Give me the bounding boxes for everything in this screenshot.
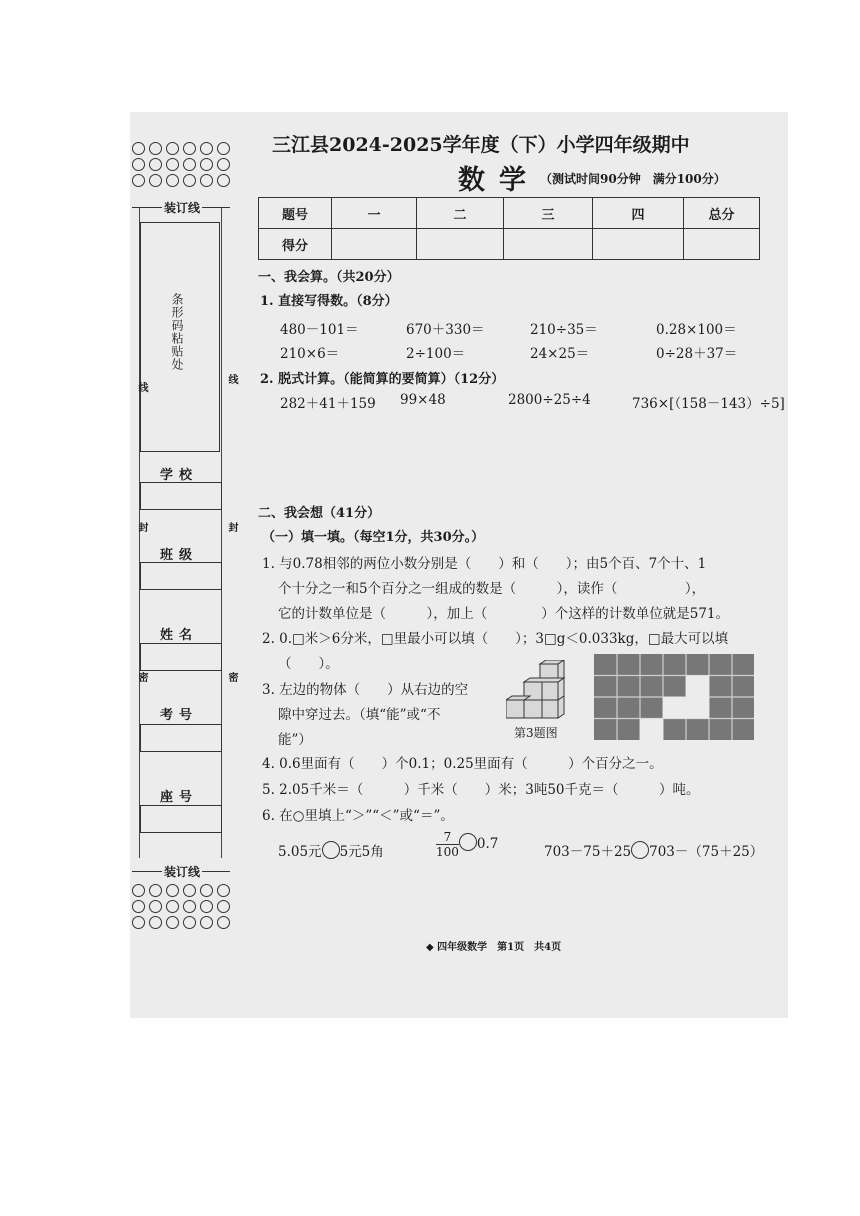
side-label: 线 bbox=[226, 374, 237, 384]
binding-holes-top bbox=[130, 142, 240, 190]
compare-item bbox=[544, 840, 763, 860]
question-line: 个十分之一和5个百分之一组成的数是（ ），读作（ ）， bbox=[278, 581, 706, 597]
side-label: 封 bbox=[136, 522, 147, 532]
side-label: 线 bbox=[136, 382, 147, 392]
score-table-header-row bbox=[259, 198, 760, 229]
question-line: 能”） bbox=[278, 732, 312, 748]
question-line: 6. 在○里填上“＞”“＜”或“＝”。 bbox=[262, 808, 454, 824]
subject-title: 数学 bbox=[458, 165, 540, 196]
cut-line-right bbox=[221, 208, 222, 858]
score-cell: 四 bbox=[593, 198, 684, 229]
question-line: 1. 与0.78相邻的两位小数分别是（ ）和（ ）；由5个百、7个十、1 bbox=[262, 556, 707, 572]
calc-item: 99×48 bbox=[400, 392, 446, 408]
q1-title: 1. 直接写得数。（8分） bbox=[260, 294, 398, 309]
score-input-cell[interactable] bbox=[593, 229, 684, 260]
calc-item: 2÷100＝ bbox=[406, 346, 466, 362]
compare-left: 5.05元 bbox=[278, 844, 322, 860]
binding-line-top: 装订线 bbox=[132, 200, 230, 214]
seat-field[interactable] bbox=[140, 805, 222, 833]
figure-caption: 第3题图 bbox=[514, 726, 558, 740]
compare-left: 703－75＋25 bbox=[544, 844, 632, 860]
field-label-class: 班级 bbox=[160, 548, 199, 563]
grid-wall-figure bbox=[594, 654, 754, 740]
score-cell: 三 bbox=[504, 198, 593, 229]
cut-line-left bbox=[139, 208, 140, 858]
calc-item: 210×6＝ bbox=[280, 346, 340, 362]
calc-item: 0.28×100＝ bbox=[656, 322, 737, 338]
question-line: （ ）。 bbox=[278, 656, 339, 672]
calc-item: 210÷35＝ bbox=[530, 322, 598, 338]
calc-item: 0÷28＋37＝ bbox=[656, 346, 738, 362]
answer-circle[interactable] bbox=[631, 841, 649, 859]
score-input-cell[interactable] bbox=[684, 229, 760, 260]
score-input-cell[interactable] bbox=[504, 229, 593, 260]
section2-title: 二、我会想（41分） bbox=[258, 506, 381, 521]
question-line: 它的计数单位是（ ），加上（ ）个这样的计数单位就是571。 bbox=[278, 606, 730, 622]
question-line: 4. 0.6里面有（ ）个0.1；0.25里面有（ ）个百分之一。 bbox=[262, 756, 663, 772]
compare-right: 703－（75＋25） bbox=[649, 844, 764, 860]
section2-sub-title: （一）填一填。（每空1分，共30分。） bbox=[262, 530, 485, 545]
fraction: $\frac{7}{100}$ bbox=[436, 830, 459, 859]
calc-item: 736×[（158－143）÷5] bbox=[632, 396, 785, 412]
school-field[interactable] bbox=[140, 482, 222, 510]
calc-item: 2800÷25÷4 bbox=[508, 392, 591, 408]
compare-right: 0.7 bbox=[476, 836, 499, 852]
score-cell: 题号 bbox=[259, 198, 332, 229]
compare-item bbox=[436, 830, 498, 859]
score-input-cell[interactable] bbox=[417, 229, 504, 260]
field-label-exam-number: 考号 bbox=[160, 708, 199, 723]
question-line: 2. 0.□米＞6分米，□里最小可以填（ ）；3□g＜0.033kg，□最大可以填 bbox=[262, 631, 729, 647]
calc-item: 670＋330＝ bbox=[406, 322, 485, 338]
barcode-area bbox=[140, 222, 220, 452]
side-label: 密 bbox=[226, 672, 237, 682]
score-input-cell[interactable] bbox=[332, 229, 417, 260]
score-cell: 二 bbox=[417, 198, 504, 229]
q2-title: 2. 脱式计算。（能简算的要简算）（12分） bbox=[260, 372, 505, 387]
question-line: 隙中穿过去。（填“能”或“不 bbox=[278, 707, 441, 723]
class-field[interactable] bbox=[140, 562, 222, 590]
exam-number-field[interactable] bbox=[140, 724, 222, 752]
score-cell: 得分 bbox=[259, 229, 332, 260]
score-table bbox=[258, 197, 760, 260]
binding-holes-bottom bbox=[130, 884, 240, 932]
exam-title: 三江县2024-2025学年度（下）小学四年级期中 bbox=[272, 134, 690, 156]
score-table-score-row bbox=[259, 229, 760, 260]
field-label-school: 学校 bbox=[160, 468, 199, 483]
question-line: 3. 左边的物体（ ）从右边的空 bbox=[262, 682, 469, 698]
exam-page bbox=[130, 112, 788, 1018]
compare-right: 5元5角 bbox=[339, 844, 384, 860]
calc-item: 282＋41＋159 bbox=[280, 396, 376, 412]
question-line: 5. 2.05千米＝（ ）千米（ ）米；3吨50千克＝（ ）吨。 bbox=[262, 782, 700, 798]
binding-line-bottom: 装订线 bbox=[132, 864, 230, 878]
answer-circle[interactable] bbox=[322, 841, 340, 859]
calc-item: 480－101＝ bbox=[280, 322, 359, 338]
page-footer: ◆ 四年级数学 第1页 共4页 bbox=[426, 942, 562, 953]
answer-circle[interactable] bbox=[459, 833, 477, 851]
field-label-seat: 座号 bbox=[160, 790, 199, 805]
score-cell: 总分 bbox=[684, 198, 760, 229]
compare-item bbox=[278, 840, 384, 860]
score-cell: 一 bbox=[332, 198, 417, 229]
field-label-name: 姓名 bbox=[160, 628, 199, 643]
name-field[interactable] bbox=[140, 643, 222, 671]
section1-title: 一、我会算。（共20分） bbox=[258, 270, 400, 285]
calc-item: 24×25＝ bbox=[530, 346, 590, 362]
side-label: 封 bbox=[226, 522, 237, 532]
barcode-label: 条形码粘贴处 bbox=[170, 293, 184, 371]
cube-figure bbox=[506, 660, 580, 720]
exam-note: （测试时间90分钟 满分100分） bbox=[540, 172, 726, 186]
side-label: 密 bbox=[136, 672, 147, 682]
